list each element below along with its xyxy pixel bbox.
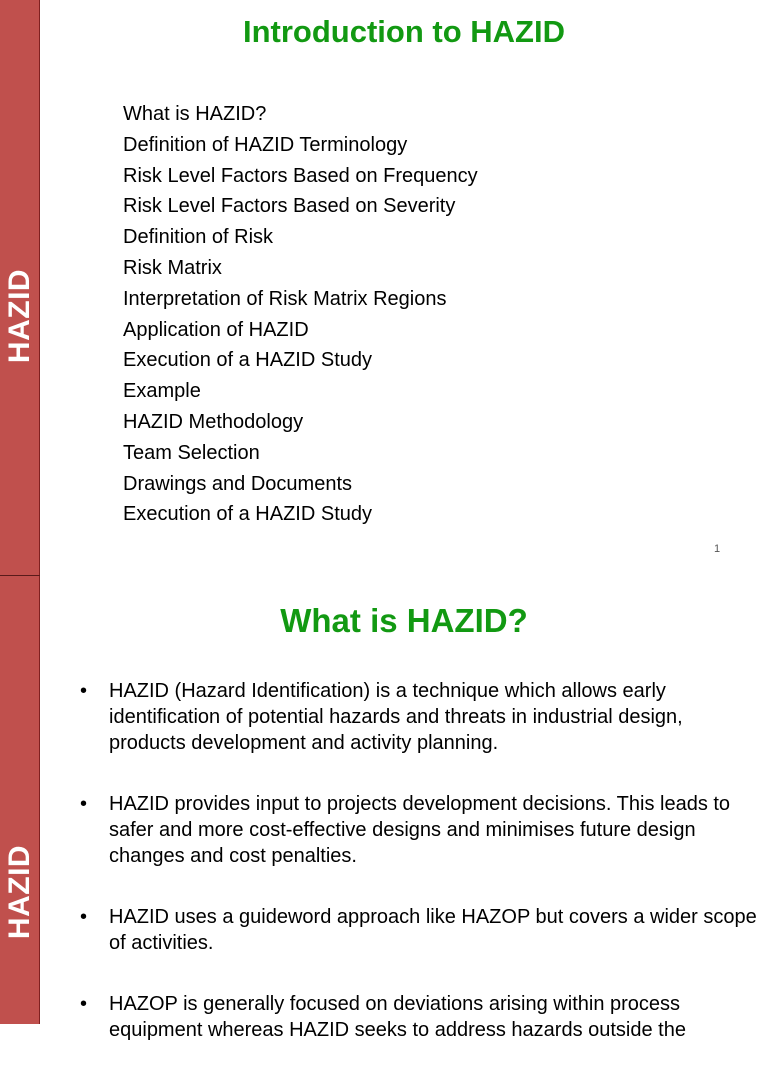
bullet-text: HAZID uses a guideword approach like HAZOP but covers a wider scope of activities.	[109, 906, 757, 954]
list-item	[78, 791, 758, 869]
list-item	[78, 678, 758, 756]
page-number: 1	[714, 543, 721, 555]
sidebar-band	[0, 576, 40, 1024]
bullet-text: HAZID (Hazard Identification) is a technique which allows early identification of potential hazards and threats in industrial design, products development and activity planning.	[109, 680, 683, 754]
table-of-contents	[123, 99, 478, 530]
bullet-list	[78, 678, 758, 1078]
bullet-text: HAZID provides input to projects development decisions. This leads to safer and more cost-effective designs and minimises future design changes and cost penalties.	[109, 793, 731, 867]
sidebar-label: HAZID	[3, 844, 36, 940]
bullet-icon: •	[80, 793, 88, 815]
slide-title: What is HAZID?	[280, 602, 528, 639]
bullet-text: HAZOP is generally focused on deviations arising within process equipment whereas HAZID seeks to address hazards outside the	[109, 993, 686, 1041]
toc-item: Application of HAZID	[123, 318, 309, 341]
toc-item: Example	[123, 380, 201, 403]
toc-item: Definition of Risk	[123, 226, 274, 249]
toc-item: Execution of a HAZID Study	[123, 503, 373, 526]
toc-item: Drawings and Documents	[123, 472, 352, 495]
sidebar-band	[0, 0, 40, 576]
bullet-icon: •	[80, 680, 88, 702]
bullet-icon: •	[80, 906, 88, 928]
toc-item: Risk Level Factors Based on Severity	[123, 195, 456, 218]
toc-item: Execution of a HAZID Study	[123, 349, 373, 372]
bullet-icon: •	[80, 993, 88, 1015]
toc-item: HAZID Methodology	[123, 410, 304, 433]
list-item	[78, 904, 758, 956]
slide-what-is-hazid	[0, 576, 768, 1041]
toc-item: Risk Matrix	[123, 256, 222, 279]
toc-item: Team Selection	[123, 441, 260, 464]
list-item	[78, 991, 758, 1043]
sidebar-label: HAZID	[3, 268, 36, 364]
toc-item: Interpretation of Risk Matrix Regions	[123, 287, 447, 310]
slide-title: Introduction to HAZID	[243, 14, 565, 49]
toc-item: Definition of HAZID Terminology	[123, 133, 408, 156]
toc-item: Risk Level Factors Based on Frequency	[123, 164, 478, 187]
toc-item: What is HAZID?	[123, 103, 267, 125]
